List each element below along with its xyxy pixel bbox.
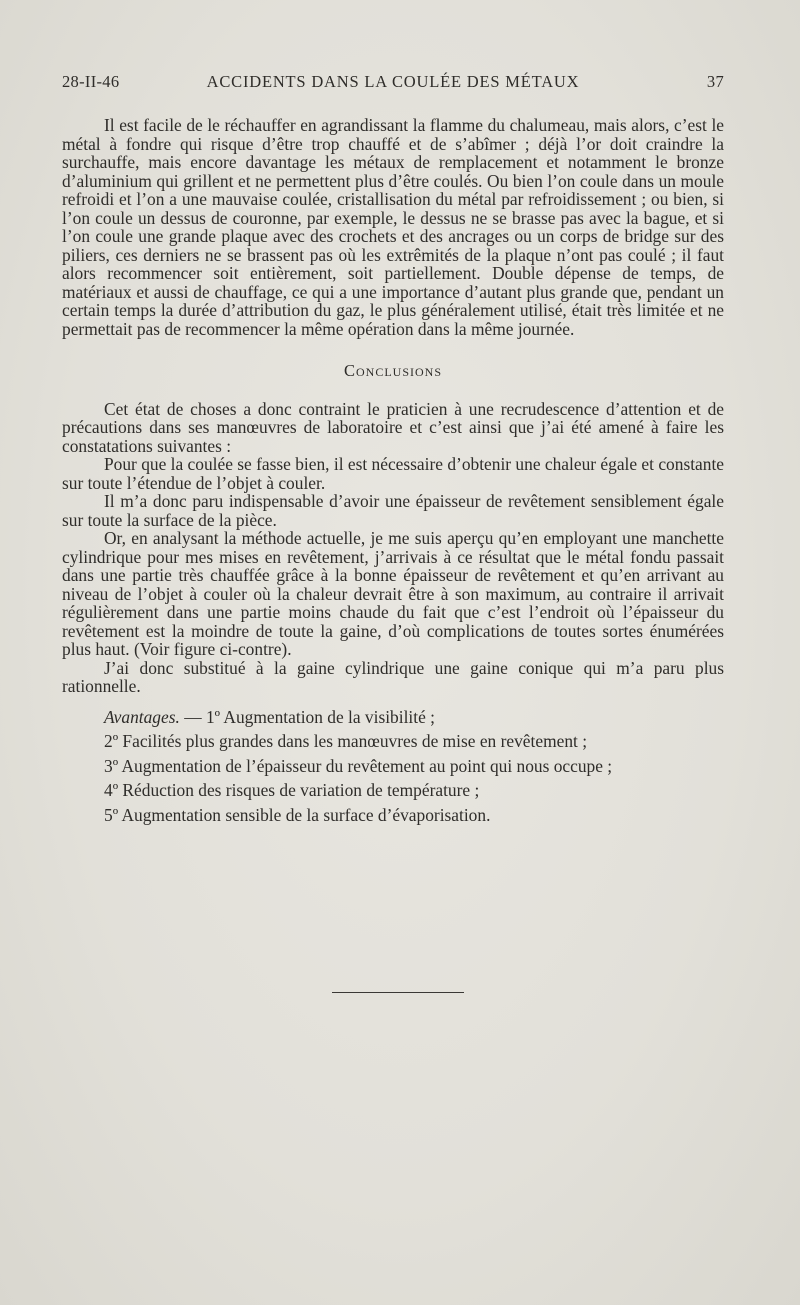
page-body xyxy=(62,116,724,824)
advantage-item: 5º Augmentation sensible de la surface d’évaporisation. xyxy=(104,804,491,825)
section-heading-conclusions: Conclusions xyxy=(343,361,442,380)
paragraph-opening: Il est facile de le réchauffer en agrandissant la flamme du chalumeau, mais alors, c’est le métal à fondre qui risque d’être trop chauffé et de s’abîmer ; déjà l’or doit craindre la surchauffe, mais encore davantage les métaux de remplacement et notamment le bronze d’aluminium qui grillent et ne permettent plus d’être coulés. Ou bien l’on coule dans un moule refroidi et l’on a une mauvaise coulée, cristallisation du métal par refroidissement ; ou bien, si l’on coule un dessus de couronne, par exemple, le dessus ne se brasse pas avec la bague, et si l’on coule une grande plaque avec des crochets et des ancrages ou un corps de bridge sur des piliers, ces derniers ne se brassent pas où les extrêmités de la plaque n’ont pas coulé ; il faut alors recommencer soit entièrement, soit partiellement. Double dépense de temps, de matériaux et aussi de chauffage, ce qui a une importance d’autant plus grande que, pendant un certain temps la durée d’attribution du gaz, le plus généralement utilisé, était très limitée et ne permettait pas de recommencer la même opération dans la même journée. xyxy=(62,115,724,339)
advantages-label: Avantages. xyxy=(104,706,180,727)
conclusions-paragraph: J’ai donc substitué à la gaine cylindrique une gaine conique qui m’a paru plus rationnelle. xyxy=(62,657,724,696)
advantage-item: 2º Facilités plus grandes dans les manœuvres de mise en revêtement ; xyxy=(104,731,588,751)
advantages-list xyxy=(62,708,724,825)
end-rule xyxy=(332,992,464,993)
advantage-item-text: — 1º Augmentation de la visibilité ; xyxy=(184,706,435,727)
header-date: 28-II-46 xyxy=(62,72,120,91)
running-header xyxy=(62,72,724,96)
conclusions-paragraph: Cet état de choses a donc contraint le praticien à une recrudescence d’attention et de précautions dans ses manœuvres de laboratoire et c’est ainsi que j’ai été amené à faire les constatations suivantes : xyxy=(62,398,724,456)
conclusions-paragraph: Or, en analysant la méthode actuelle, je me suis aperçu qu’en employant une manchette cylindrique pour mes mises en revêtement, j’arrivais à ce résultat que le métal fondu passait dans une partie très chauffée grâce à la bonne épaisseur de revêtement et qu’en arrivant au niveau de l’objet à couler où la chaleur devrait être à son maximum, au contraire il arrivait régulièrement dans une partie moins chaude du fait que c’est l’endroit où l’épaisseur du revêtement est la moindre de toute la gaine, d’où complications de toutes sortes énumérées plus haut. (Voir figure ci-contre). xyxy=(62,528,724,659)
advantage-item: 3º Augmentation de l’épaisseur du revêtement au point qui nous occupe ; xyxy=(104,755,613,776)
header-title: ACCIDENTS DANS LA COULÉE DES MÉTAUX xyxy=(206,72,580,91)
advantage-item: 4º Réduction des risques de variation de température ; xyxy=(104,780,480,800)
conclusions-paragraph: Pour que la coulée se fasse bien, il est nécessaire d’obtenir une chaleur égale et constante sur toute l’étendue de l’objet à couler. xyxy=(62,454,725,493)
advantage-item xyxy=(62,708,724,727)
conclusions-paragraph: Il m’a donc paru indispensable d’avoir une épaisseur de revêtement sensiblement égale sur toute la surface de la pièce. xyxy=(62,491,724,530)
page-number: 37 xyxy=(706,72,724,91)
